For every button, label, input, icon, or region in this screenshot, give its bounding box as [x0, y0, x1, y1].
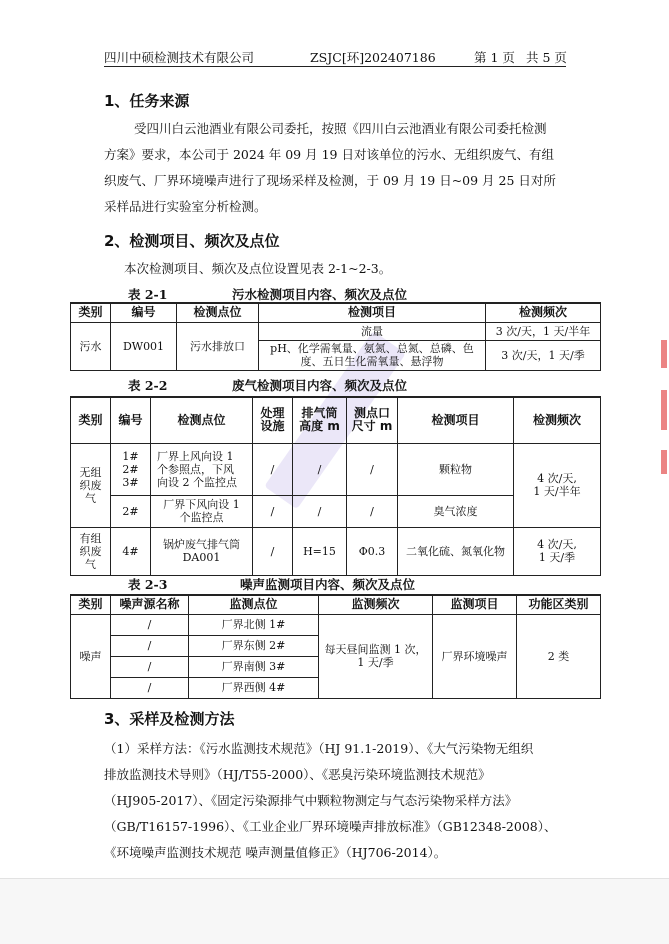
table-2-2	[70, 396, 601, 576]
t3-category: 噪声	[71, 614, 111, 698]
t1-item-2	[259, 340, 486, 370]
t2-r3-frequency-line: 1 天/季	[538, 551, 576, 564]
t3-header: 监测项目	[433, 595, 517, 614]
t2-header-height	[293, 397, 347, 443]
t2-r1-category-line: 气	[85, 491, 96, 505]
seal-edge-mark	[661, 340, 667, 480]
table-2-1	[70, 302, 601, 371]
section-3-line-4: （GB/T16157-1996）、《工业企业厂界环境噪声排放标准》（GB12348-2008）、	[104, 819, 557, 834]
section-1-line-1: 受四川白云池酒业有限公司委托，按照《四川白云池酒业有限公司委托检测	[134, 121, 547, 136]
t2-header-category: 类别	[71, 397, 111, 443]
t2-r2-point	[151, 495, 253, 527]
t2-r1-codes	[111, 443, 151, 495]
section-3-line-5: 《环境噪声监测技术规范 噪声测量值修正》（HJ706-2014）。	[104, 845, 447, 860]
t3-source: /	[111, 614, 189, 635]
table-2-3	[70, 594, 601, 699]
t2-header-height-line-2: 高度 m	[299, 419, 340, 434]
t2-header-height-line-1: 排气筒	[301, 406, 338, 421]
t2-r3-point-line: DA001	[182, 551, 221, 564]
t2-r1-category-line: 无组	[79, 465, 102, 479]
t2-r3-category-line: 气	[85, 557, 96, 571]
t2-r1-frequency	[514, 443, 601, 527]
t2-r3-height: H=15	[293, 527, 347, 575]
t2-header-facility-line-1: 处理	[260, 406, 285, 421]
t2-header-facility	[253, 397, 293, 443]
t2-header-facility-line-2: 设施	[260, 419, 285, 434]
t2-r1-category-line: 织废	[79, 478, 102, 492]
t3-point: 厂界南侧 3#	[189, 656, 319, 677]
t3-header: 噪声源名称	[111, 595, 189, 614]
t2-r3-item: 二氧化硫、氮氧化物	[398, 527, 514, 575]
t2-header-size	[347, 397, 398, 443]
t1-code: DW001	[111, 322, 177, 370]
t1-header: 检测项目	[259, 303, 486, 322]
table-2-2-title: 废气检测项目内容、频次及点位	[232, 378, 408, 393]
t3-item: 厂界环境噪声	[433, 614, 517, 698]
t3-header: 监测频次	[319, 595, 433, 614]
t2-r1-facility: /	[253, 443, 293, 495]
t2-header-code: 编号	[111, 397, 151, 443]
t2-r1-code: 3#	[122, 475, 139, 489]
t2-r2-item: 臭气浓度	[398, 495, 514, 527]
t1-freq-2: 3 次/天，1 天/季	[486, 340, 601, 370]
t2-r2-facility: /	[253, 495, 293, 527]
t2-header-size-line-2: 尺寸 m	[351, 419, 393, 434]
t3-source: /	[111, 635, 189, 656]
t2-r3-frequency-line: 4 次/天,	[537, 538, 577, 551]
t3-source: /	[111, 677, 189, 698]
t1-header: 检测频次	[486, 303, 601, 322]
t2-r1-size: /	[347, 443, 398, 495]
t2-r3-category-line: 织废	[79, 544, 102, 558]
section-1-title: 1、任务来源	[104, 92, 190, 110]
t2-r1-frequency-line: 4 次/天,	[537, 472, 577, 485]
t1-header: 检测点位	[177, 303, 259, 322]
t3-zone: 2 类	[517, 614, 601, 698]
t2-r3-category-line: 有组	[79, 531, 102, 545]
section-1-line-3: 织废气、厂界环境噪声进行了现场采样及检测，于 09 月 19 日~09 月 25 日对所	[104, 173, 556, 188]
t2-r2-point-line: 厂界下风向设 1	[163, 498, 240, 511]
t3-header: 功能区类别	[517, 595, 601, 614]
page-header	[104, 48, 566, 67]
t2-r1-frequency-line: 1 天/半年	[533, 485, 581, 498]
t2-r3-code: 4#	[111, 527, 151, 575]
t3-header: 监测点位	[189, 595, 319, 614]
section-3-title: 3、采样及检测方法	[104, 710, 235, 728]
t1-category: 污水	[71, 322, 111, 370]
t2-r3-point	[151, 527, 253, 575]
t2-r2-point-line: 个监控点	[179, 511, 224, 524]
t2-r2-height: /	[293, 495, 347, 527]
t2-r3-facility: /	[253, 527, 293, 575]
t2-r1-code: 2#	[122, 462, 139, 476]
t2-header-frequency: 检测频次	[514, 397, 601, 443]
table-2-2-number: 表 2-2	[128, 378, 168, 393]
t3-frequency-line: 每天昼间监测 1 次，	[324, 643, 427, 656]
t3-frequency-line: 1 天/季	[357, 656, 394, 669]
t2-r3-point-line: 锅炉废气排气筒	[163, 538, 240, 551]
t2-r2-code: 2#	[111, 495, 151, 527]
t3-source: /	[111, 656, 189, 677]
section-1-line-4: 采样品进行实验室分析检测。	[104, 199, 267, 214]
t2-r1-point-line: 厂界上风向设 1	[157, 449, 234, 463]
section-3-line-2: 排放监测技术导则》（HJ/T55-2000）、《恶臭污染环境监测技术规范》	[104, 767, 491, 782]
t3-frequency	[319, 614, 433, 698]
t1-item-1: 流量	[259, 322, 486, 340]
t2-r2-size: /	[347, 495, 398, 527]
t1-header: 编号	[111, 303, 177, 322]
t1-freq-1: 3 次/天，1 天/半年	[486, 322, 601, 340]
table-2-3-title: 噪声监测项目内容、频次及点位	[240, 577, 416, 592]
section-3-line-3: （HJ905-2017）、《固定污染源排气中颗粒物测定与气态污染物采样方法》	[104, 793, 518, 808]
table-2-1-number: 表 2-1	[128, 287, 168, 302]
t2-header-item: 检测项目	[398, 397, 514, 443]
t2-r1-point	[151, 443, 253, 495]
section-2-title: 2、检测项目、频次及点位	[104, 232, 280, 250]
t2-r1-item: 颗粒物	[398, 443, 514, 495]
t2-r1-code: 1#	[122, 449, 139, 463]
t3-point: 厂界西侧 4#	[189, 677, 319, 698]
section-2-intro: 本次检测项目、频次及点位设置见表 2-1~2-3。	[124, 261, 392, 276]
table-2-3-number: 表 2-3	[128, 577, 168, 592]
t1-header: 类别	[71, 303, 111, 322]
t2-r1-category	[71, 443, 111, 527]
t1-item-2-line-2: 度、五日生化需氧量、悬浮物	[300, 355, 444, 368]
t1-point: 污水排放口	[177, 322, 259, 370]
header-total-pages: 共 5 页	[526, 50, 567, 65]
section-1-line-2: 方案》要求，本公司于 2024 年 09 月 19 日对该单位的污水、无组织废气、有组	[104, 147, 554, 162]
page-gap	[0, 878, 669, 944]
t2-header-size-line-1: 测点口	[353, 406, 390, 421]
header-page: 第 1 页	[474, 50, 515, 65]
header-company: 四川中硕检测技术有限公司	[104, 50, 255, 65]
t3-header: 类别	[71, 595, 111, 614]
table-2-1-title: 污水检测项目内容、频次及点位	[232, 287, 408, 302]
section-3-line-1: （1）采样方法：《污水监测技术规范》（HJ 91.1-2019）、《大气污染物无组织	[104, 741, 534, 756]
header-report-number: ZSJC[环]202407186	[310, 50, 436, 65]
t2-r1-point-line: 向设 2 个监控点	[157, 475, 237, 489]
t2-r3-frequency	[514, 527, 601, 575]
t2-r3-size: Φ0.3	[347, 527, 398, 575]
t3-point: 厂界北侧 1#	[189, 614, 319, 635]
t2-r3-category	[71, 527, 111, 575]
t2-r1-point-line: 个参照点，下风	[157, 462, 234, 476]
t2-header-point: 检测点位	[151, 397, 253, 443]
t3-point: 厂界东侧 2#	[189, 635, 319, 656]
t1-item-2-line-1: pH、化学需氧量、氨氮、总氮、总磷、色	[270, 342, 474, 355]
t2-r1-height: /	[293, 443, 347, 495]
